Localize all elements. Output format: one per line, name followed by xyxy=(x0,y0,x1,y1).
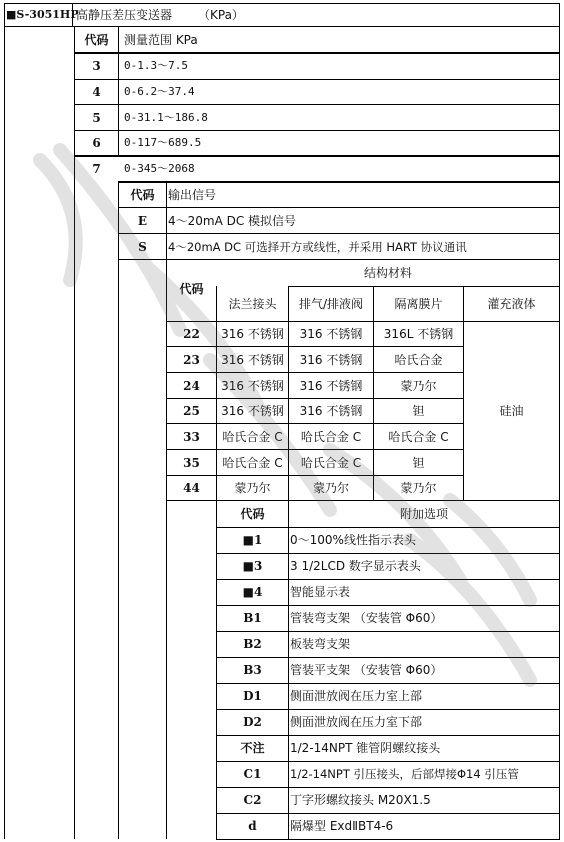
option-value: 3 1/2LCD 数字显示表头 xyxy=(290,559,421,573)
material-code: 22 xyxy=(183,327,200,341)
option-code: ■3 xyxy=(242,559,263,573)
option-code: C2 xyxy=(243,793,262,807)
vent-material: 316 不锈钢 xyxy=(299,353,363,367)
option-value: 丁字形螺纹接头 M20X1.5 xyxy=(290,793,431,807)
diaphragm-material: 蒙乃尔 xyxy=(400,379,437,393)
diaphragm-material: 钽 xyxy=(412,404,425,418)
material-group-header: 结构材料 xyxy=(363,266,412,280)
option-value: 侧面泄放阀在压力室下部 xyxy=(290,715,423,729)
option-code: d xyxy=(248,819,257,833)
output-value: 4～20mA DC 模拟信号 xyxy=(168,214,297,228)
option-value: 0～100%线性指示表头 xyxy=(290,533,416,547)
option-code: B1 xyxy=(243,611,262,625)
option-code: B3 xyxy=(243,663,262,677)
material-code: 44 xyxy=(183,481,200,495)
option-code: C1 xyxy=(243,767,262,781)
diaphragm-material: 哈氏合金 xyxy=(394,353,443,367)
vent-material: 316 不锈钢 xyxy=(299,379,363,393)
option-value: 1/2-14NPT 锥管阴螺纹接头 xyxy=(290,741,441,755)
option-code: ■4 xyxy=(242,585,263,599)
material-code: 24 xyxy=(183,379,200,393)
flange-material: 哈氏合金 C xyxy=(222,456,283,470)
vent-material: 316 不锈钢 xyxy=(299,327,363,341)
diaphragm-material: 哈氏合金 C xyxy=(388,430,449,444)
output-code-header: 代码 xyxy=(130,188,155,202)
option-code-header: 代码 xyxy=(240,507,265,521)
range-value: 0-31.1～186.8 xyxy=(124,111,208,124)
option-value: 1/2-14NPT 引压接头，后部焊接Φ14 引压管 xyxy=(290,767,519,781)
material-column-header: 灌充液体 xyxy=(487,297,536,311)
material-code: 33 xyxy=(183,430,200,444)
flange-material: 316 不锈钢 xyxy=(221,379,284,393)
output-code: S xyxy=(138,240,147,254)
range-code-header: 代码 xyxy=(84,33,109,47)
material-code-header: 代码 xyxy=(179,282,204,296)
option-code: 不注 xyxy=(240,741,265,755)
range-code: 3 xyxy=(92,59,101,73)
vent-material: 316 不锈钢 xyxy=(299,404,363,418)
material-column-header: 排气/排液阀 xyxy=(298,297,364,311)
flange-material: 哈氏合金 C xyxy=(222,430,283,444)
range-value: 0-6.2～37.4 xyxy=(124,85,195,98)
range-code: 4 xyxy=(92,85,101,99)
option-code: D2 xyxy=(243,715,262,729)
diaphragm-material: 蒙乃尔 xyxy=(400,481,437,495)
range-header: 测量范围 KPa xyxy=(124,33,198,47)
fill-liquid: 硅油 xyxy=(499,404,524,418)
option-code: D1 xyxy=(243,689,262,703)
material-code: 25 xyxy=(183,404,200,418)
flange-material: 316 不锈钢 xyxy=(221,327,284,341)
range-value: 0-345～2068 xyxy=(124,162,195,175)
vent-material: 哈氏合金 C xyxy=(300,430,362,444)
option-value: 板装弯支架 xyxy=(290,637,351,651)
option-code: B2 xyxy=(243,637,262,651)
output-code: E xyxy=(137,214,148,228)
option-value: 侧面泄放阀在压力室上部 xyxy=(290,689,423,703)
output-header: 输出信号 xyxy=(168,188,217,202)
range-code: 7 xyxy=(92,162,101,176)
model-number: ■S-3051HP xyxy=(6,8,79,21)
option-header: 附加选项 xyxy=(399,507,448,521)
product-unit: （KPa） xyxy=(198,8,244,22)
output-value: 4～20mA DC 可选择开方或线性，并采用 HART 协议通讯 xyxy=(168,240,467,254)
option-value: 智能显示表 xyxy=(290,585,351,599)
material-code: 23 xyxy=(183,353,200,367)
vent-material: 蒙乃尔 xyxy=(312,481,349,495)
flange-material: 316 不锈钢 xyxy=(221,353,284,367)
product-description: 高静压差压变送器 xyxy=(76,8,173,22)
option-value: 隔爆型 ExdⅡBT4-6 xyxy=(290,819,394,833)
material-column-header: 隔离膜片 xyxy=(394,297,443,311)
flange-material: 316 不锈钢 xyxy=(221,404,284,418)
range-code: 6 xyxy=(92,136,101,150)
diaphragm-material: 316L 不锈钢 xyxy=(383,327,454,341)
option-code: ■1 xyxy=(242,533,263,547)
vent-material: 哈氏合金 C xyxy=(300,456,362,470)
option-value: 管装弯支架 （安装管 Φ60） xyxy=(290,611,443,625)
range-value: 0-117～689.5 xyxy=(124,136,202,149)
option-value: 管装平支架 （安装管 Φ60） xyxy=(290,663,443,677)
diaphragm-material: 钽 xyxy=(412,456,425,470)
range-value: 0-1.3～7.5 xyxy=(124,59,188,72)
flange-material: 蒙乃尔 xyxy=(234,481,271,495)
material-column-header: 法兰接头 xyxy=(228,297,277,311)
material-code: 35 xyxy=(183,456,200,470)
range-code: 5 xyxy=(92,111,101,125)
